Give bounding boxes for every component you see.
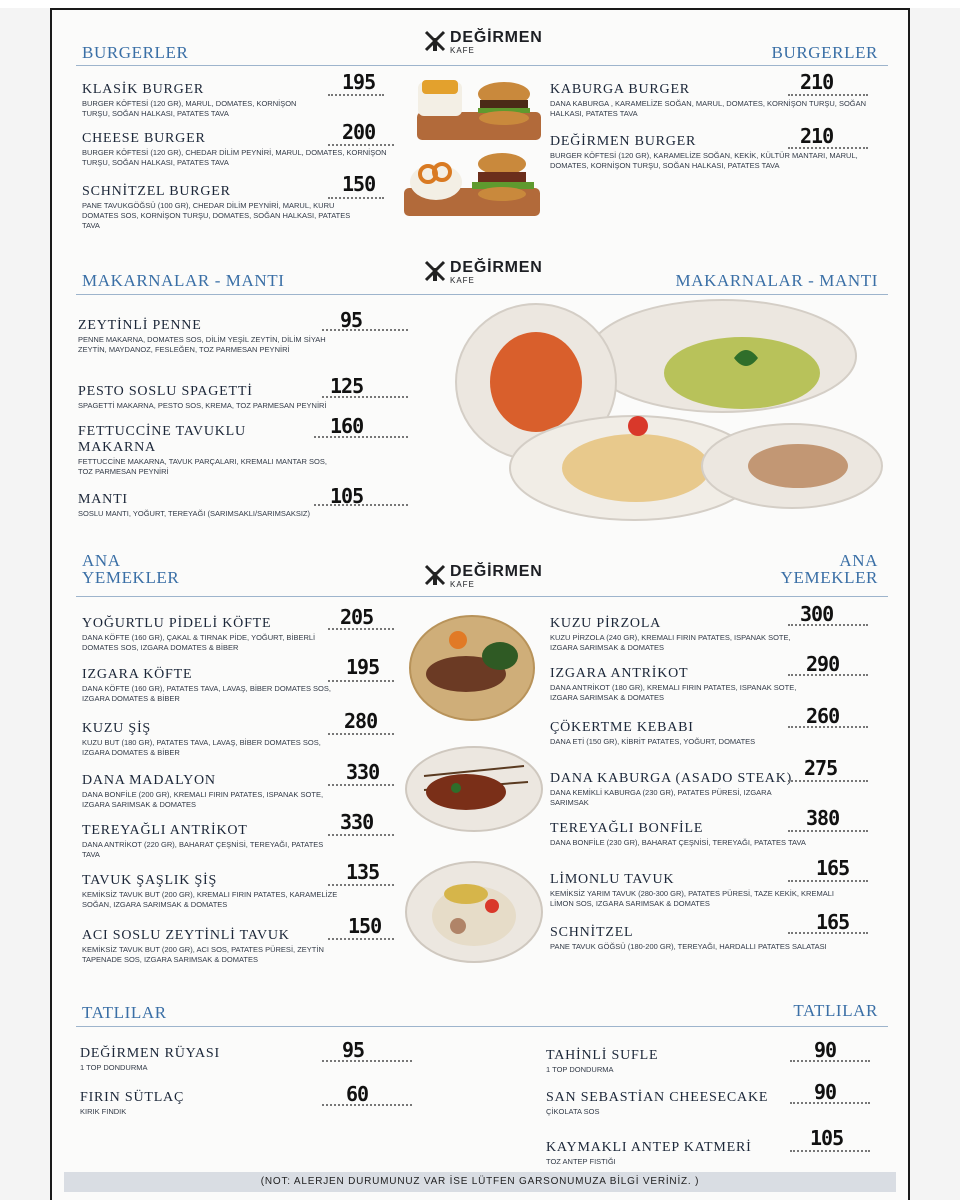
menu-page (50, 8, 910, 1200)
item-price: 165 (816, 856, 850, 880)
item-price: 280 (344, 709, 378, 733)
pasta-title-right: MAKARNALAR - MANTI (675, 271, 878, 290)
brand-name: DEĞİRMEN (450, 563, 543, 580)
price-leader (322, 329, 408, 331)
item-price: 150 (348, 914, 382, 938)
item-name: KAYMAKLI ANTEP KATMERİ (546, 1140, 752, 1155)
item-price: 150 (342, 172, 376, 196)
mains-divider (76, 596, 888, 597)
mains-title-left-line1: ANA (82, 551, 121, 570)
item-description: DANA ANTRİKOT (220 GR), BAHARAT ÇEŞNİSİ, TEREYAĞI, PATATES TAVA (82, 840, 324, 859)
item-name: DEĞİRMEN BURGER (550, 134, 697, 149)
item-price: 330 (340, 810, 374, 834)
item-price: 165 (816, 910, 850, 934)
item-description: BURGER KÖFTESİ (120 GR), KARAMELİZE SOĞAN, KEKİK, KÜLTÜR MANTARI, MARUL, DOMATES, KORNİŞON TURŞU, SOĞAN HALKASI, PATATES TAVA (550, 151, 858, 170)
burgers-header (52, 10, 908, 60)
mains-section (52, 540, 908, 1000)
item-description: DANA KEMİKLİ KABURGA (230 GR), PATATES PÜRESİ, IZGARA SARIMSAK (550, 788, 772, 807)
item-description: DANA BONFİLE (200 GR), KREMALI FIRIN PATATES, ISPANAK SOTE, IZGARA SARIMSAK & DOMATES (82, 790, 324, 809)
item-name: SCHNİTZEL (550, 925, 634, 940)
skewer-photo (404, 744, 544, 834)
item-name: PESTO SOSLU SPAGETTİ (78, 384, 253, 399)
price-leader (788, 94, 868, 96)
pasta-title-left: MAKARNALAR - MANTI (82, 271, 285, 290)
item-price: 90 (814, 1038, 837, 1062)
kofte-photo (408, 612, 538, 722)
item-description: KIRIK FINDIK (80, 1107, 127, 1116)
pasta-photo (452, 298, 892, 534)
chicken-photo (404, 860, 544, 965)
price-leader (788, 780, 868, 782)
mains-title-right-line1: ANA (839, 551, 878, 570)
desserts-section (52, 1000, 908, 1170)
item-price: 205 (340, 605, 374, 629)
price-leader (328, 197, 384, 199)
brand-logo (424, 258, 554, 288)
item-price: 200 (342, 120, 376, 144)
price-leader (328, 938, 394, 940)
item-name: FIRIN SÜTLAÇ (80, 1090, 185, 1105)
price-leader (790, 1150, 870, 1152)
item-description: BURGER KÖFTESİ (120 GR), MARUL, DOMATES, KORNİŞON TURŞU, SOĞAN HALKASI, PATATES TAVA (82, 99, 297, 118)
item-price: 275 (804, 756, 838, 780)
item-name: MANTI (78, 492, 128, 507)
item-description: PENNE MAKARNA, DOMATES SOS, DİLİM YEŞİL ZEYTİN, DİLİM SİYAH ZEYTİN, MAYDANOZ, FESLEĞEN, TOZ PARMESAN PEYNİRİ (78, 335, 326, 354)
brand-name: DEĞİRMEN (450, 259, 543, 276)
desserts-header (52, 1000, 908, 1050)
mains-header (52, 540, 908, 590)
item-name: YOĞURTLU PİDELİ KÖFTE (82, 616, 272, 631)
price-leader (788, 880, 868, 882)
item-price: 260 (806, 704, 840, 728)
item-name: KUZU PİRZOLA (550, 616, 662, 631)
item-price: 380 (806, 806, 840, 830)
item-price: 125 (330, 374, 364, 398)
item-price: 160 (330, 414, 364, 438)
item-price: 60 (346, 1082, 369, 1106)
item-name: IZGARA ANTRİKOT (550, 666, 689, 681)
item-price: 330 (346, 760, 380, 784)
item-price: 210 (800, 124, 834, 148)
item-description: DANA KÖFTE (160 GR), ÇAKAL & TIRNAK PİDE, YOĞURT, BİBERLİ DOMATES SOS, IZGARA DOMATES & BİBER (82, 633, 316, 652)
item-name: IZGARA KÖFTE (82, 667, 193, 682)
desserts-title-left: TATLILAR (82, 1003, 167, 1022)
pasta-divider (76, 294, 888, 295)
item-name: DANA MADALYON (82, 773, 216, 788)
price-leader (328, 784, 394, 786)
brand-logo (424, 562, 554, 592)
brand-sub: KAFE (450, 580, 475, 589)
item-description: BURGER KÖFTESİ (120 GR), CHEDAR DİLİM PEYNİRİ, MARUL, DOMATES, KORNİŞON TURŞU, SOĞAN HALKASI, PATATES TAVA (82, 148, 387, 167)
burgers-divider (76, 65, 888, 66)
item-description: KUZU PİRZOLA (240 GR), KREMALI FIRIN PATATES, ISPANAK SOTE, IZGARA SARIMSAK & DOMATES (550, 633, 791, 652)
price-leader (322, 1060, 412, 1062)
item-description: DANA KÖFTE (160 GR), PATATES TAVA, LAVAŞ, BİBER DOMATES SOS, IZGARA DOMATES & BİBER (82, 684, 331, 703)
item-description: ÇİKOLATA SOS (546, 1107, 600, 1116)
price-leader (328, 94, 384, 96)
item-name: CHEESE BURGER (82, 131, 206, 146)
price-leader (788, 830, 868, 832)
pasta-header (52, 250, 908, 300)
item-price: 300 (800, 602, 834, 626)
price-leader (328, 834, 394, 836)
item-price: 105 (810, 1126, 844, 1150)
windmill-icon (424, 30, 446, 52)
item-description: PANE TAVUKGÖĞSÜ (100 GR), CHEDAR DİLİM PEYNİRİ, MARUL, KURU DOMATES SOS, KORNİŞON TURŞU, DOMATES, SOĞAN HALKASI, PATATES TAVA (82, 201, 351, 230)
item-price: 105 (330, 484, 364, 508)
item-description: PANE TAVUK GÖĞSÜ (180-200 GR), TEREYAĞI, HARDALLI PATATES SALATASI (550, 942, 827, 951)
item-price: 290 (806, 652, 840, 676)
item-name: ÇÖKERTME KEBABI (550, 720, 694, 735)
price-leader (328, 144, 394, 146)
allergen-note: (NOT: ALERJEN DURUMUNUZ VAR İSE LÜTFEN GARSONUMUZA BİLGİ VERİNİZ. ) (64, 1172, 896, 1192)
item-price: 195 (346, 655, 380, 679)
item-description: SPAGETTİ MAKARNA, PESTO SOS, KREMA, TOZ PARMESAN PEYNİRİ (78, 401, 327, 410)
item-description: DANA BONFİLE (230 GR), BAHARAT ÇEŞNİSİ, TEREYAĞI, PATATES TAVA (550, 838, 806, 847)
item-name: DANA KABURGA (ASADO STEAK) (550, 771, 793, 786)
mains-title-right-line2: YEMEKLER (780, 568, 878, 587)
item-description: KEMİKSİZ YARIM TAVUK (280-300 GR), PATATES PÜRESİ, TAZE KEKİK, KREMALI LİMON SOS, IZGARA SARIMSAK & DOMATES (550, 889, 834, 908)
windmill-icon (424, 564, 446, 586)
brand-name: DEĞİRMEN (450, 29, 543, 46)
desserts-divider (76, 1026, 888, 1027)
item-name: TEREYAĞLI BONFİLE (550, 821, 704, 836)
item-name: SAN SEBASTİAN CHEESECAKE (546, 1090, 769, 1105)
burger-photo (402, 68, 552, 148)
item-name: ZEYTİNLİ PENNE (78, 318, 202, 333)
item-name: SCHNİTZEL BURGER (82, 184, 231, 199)
item-description: KEMİKSİZ TAVUK BUT (200 GR), ACI SOS, PATATES PÜRESİ, ZEYTİN TAPENADE SOS, IZGARA SARIMSAK & DOMATES (82, 945, 324, 964)
brand-sub: KAFE (450, 276, 475, 285)
item-description: SOSLU MANTI, YOĞURT, TEREYAĞI (SARIMSAKLI/SARIMSAKSIZ) (78, 509, 310, 518)
item-price: 195 (342, 70, 376, 94)
item-description: TOZ ANTEP FISTIĞI (546, 1157, 616, 1166)
item-name: KUZU ŞİŞ (82, 721, 152, 736)
item-description: DANA ETİ (150 GR), KİBRİT PATATES, YOĞURT, DOMATES (550, 737, 756, 746)
item-description: 1 TOP DONDURMA (546, 1065, 614, 1074)
mains-title-right (781, 552, 878, 586)
item-description: DANA KABURGA , KARAMELİZE SOĞAN, MARUL, DOMATES, KORNİŞON TURŞU, SOĞAN HALKASI, PATATES TAVA (550, 99, 867, 118)
item-name: KABURGA BURGER (550, 82, 690, 97)
item-price: 90 (814, 1080, 837, 1104)
item-description: KEMİKSİZ TAVUK BUT (200 GR), KREMALI FIRIN PATATES, KARAMELİZE SOĞAN, IZGARA SARIMSAK & DOMATES (82, 890, 338, 909)
burger-photo (402, 142, 552, 222)
top-frame-edge (0, 0, 960, 8)
item-name: ACI SOSLU ZEYTİNLİ TAVUK (82, 928, 290, 943)
burgers-title-left: BURGERLER (82, 43, 189, 62)
burgers-section (52, 10, 908, 250)
item-price: 95 (342, 1038, 365, 1062)
item-name: TEREYAĞLI ANTRİKOT (82, 823, 248, 838)
item-name: DEĞİRMEN RÜYASI (80, 1046, 220, 1061)
brand-sub: KAFE (450, 46, 475, 55)
desserts-title-right: TATLILAR (793, 1001, 878, 1020)
pasta-section (52, 250, 908, 540)
item-name: KLASİK BURGER (82, 82, 205, 97)
mains-title-left-line2: YEMEKLER (82, 568, 180, 587)
item-description: FETTUCCİNE MAKARNA, TAVUK PARÇALARI, KREMALI MANTAR SOS, TOZ PARMESAN PEYNİRİ (78, 457, 327, 476)
item-description: KUZU BUT (180 GR), PATATES TAVA, LAVAŞ, BİBER DOMATES SOS, IZGARA DOMATES & BİBER (82, 738, 321, 757)
item-description: DANA ANTRİKOT (180 GR), KREMALI FIRIN PATATES, ISPANAK SOTE, IZGARA SARIMSAK & DOMATES (550, 683, 797, 702)
item-price: 135 (346, 860, 380, 884)
item-description: 1 TOP DONDURMA (80, 1063, 148, 1072)
windmill-icon (424, 260, 446, 282)
mains-title-left (82, 552, 179, 586)
price-leader (328, 884, 394, 886)
price-leader (328, 680, 394, 682)
item-name: TAVUK ŞAŞLIK ŞİŞ (82, 873, 218, 888)
item-price: 210 (800, 70, 834, 94)
burgers-title-right: BURGERLER (771, 43, 878, 62)
item-name: LİMONLU TAVUK (550, 872, 675, 887)
item-price: 95 (340, 308, 363, 332)
brand-logo (424, 28, 554, 58)
item-name: TAHİNLİ SUFLE (546, 1048, 659, 1063)
price-leader (328, 733, 394, 735)
item-name: FETTUCCİNE TAVUKLU MAKARNA (78, 424, 246, 455)
